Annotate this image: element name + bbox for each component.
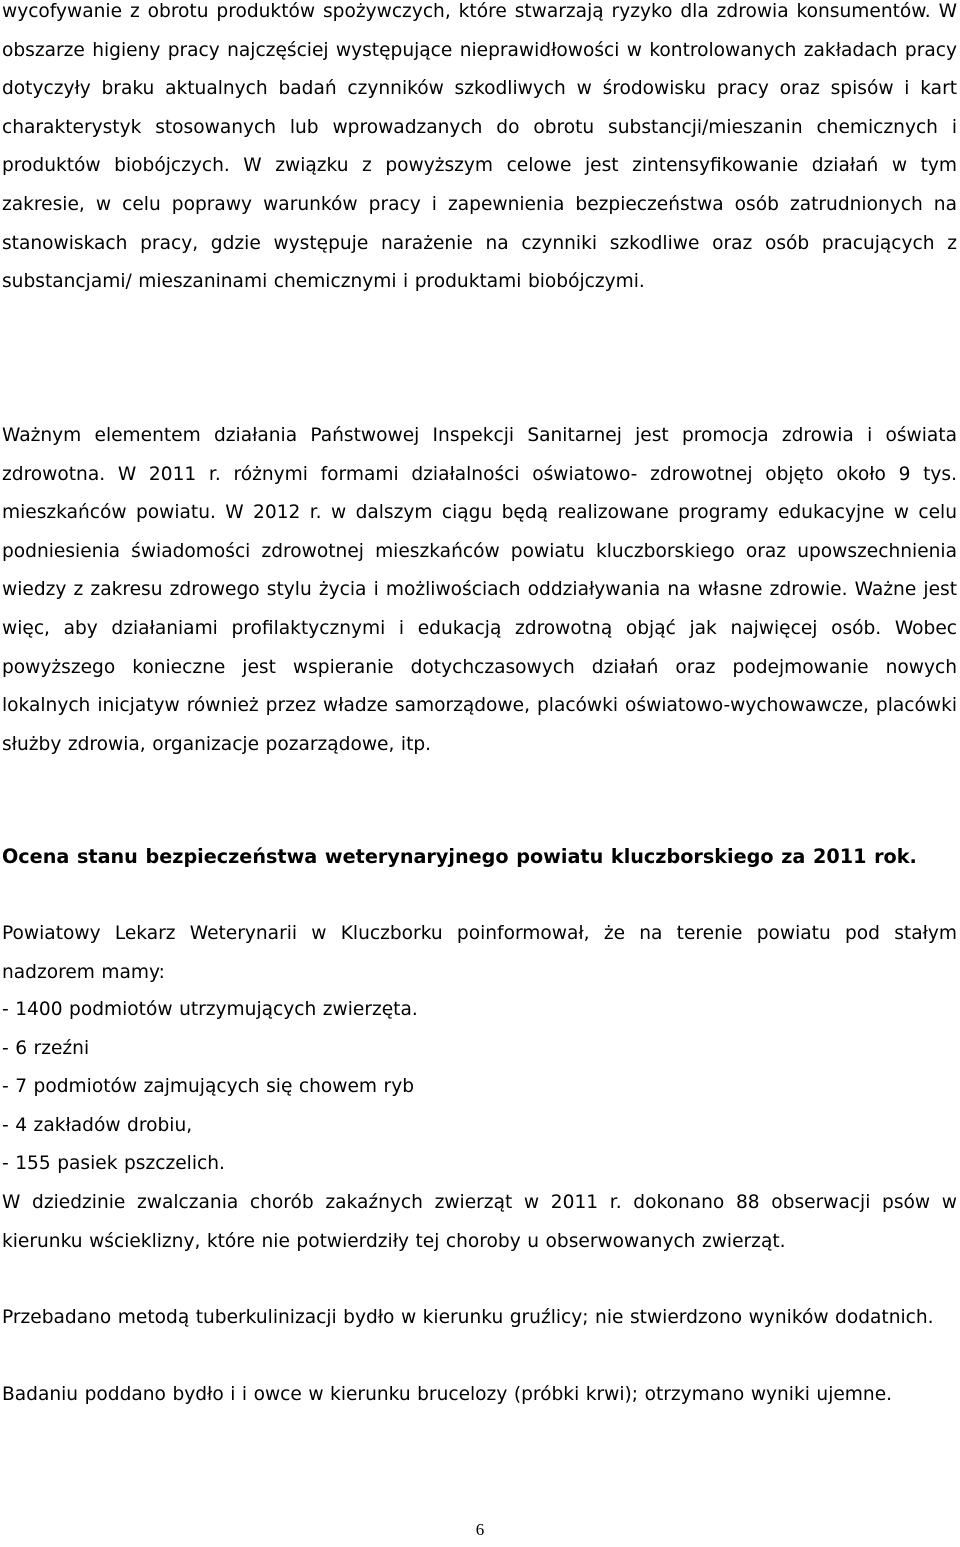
list-item: - 7 podmiotów zajmujących się chowem ryb [2, 1076, 415, 1098]
paragraph-brucellosis-testing: Badaniu poddano bydło i i owce w kierunku brucelozy (próbki krwi); otrzymano wyniki ujemne. [2, 1384, 893, 1405]
list-item: - 1400 podmiotów utrzymujących zwierzęta. [2, 999, 418, 1020]
section-heading-veterinary-safety: Ocena stanu bezpieczeństwa weterynaryjnego powiatu kluczborskiego za 2011 rok. [2, 845, 917, 868]
paragraph-tuberculosis-testing: Przebadano metodą tuberkulinizacji bydło w kierunku gruźlicy; nie stwierdzono wyników dodatnich. [2, 1307, 934, 1328]
list-item: - 4 zakładów drobiu, [2, 1114, 193, 1136]
list-item: - 6 rzeźni [2, 1037, 90, 1059]
list-item: - 155 pasiek pszczelich. [2, 1153, 225, 1175]
paragraph-rabies-observations: W dziedzinie zwalczania chorób zakaźnych zwierząt w 2011 r. dokonano 88 obserwacji psów w kierunku wścieklizny, które nie potwierdziły tej choroby u obserwowanych zwierząt. [2, 1192, 957, 1252]
paragraph-veterinary-intro: Powiatowy Lekarz Weterynarii w Kluczborku poinformował, że na terenie powiatu pod stałym nadzorem mamy: [2, 923, 957, 983]
paragraph-occupational-hygiene: wycofywanie z obrotu produktów spożywczych, które stwarzają ryzyko dla zdrowia konsumentów. W obszarze higieny pracy najczęściej występujące nieprawidłowości w kontrolowanych zakładach pracy dotyczyły braku aktualnych badań czynników szkodliwych w środowisku pracy oraz spisów i kart charakterystyk stosowanych lub wprowadzanych do obrotu substancji/mieszanin chemicznych i produktów biobójczych. W związku z powyższym celowe jest zintensyfikowanie działań w tym zakresie, w celu poprawy warunków pracy i zapewnienia bezpieczeństwa osób zatrudnionych na stanowiskach pracy, gdzie występuje narażenie na czynniki szkodliwe oraz osób pracujących z substancjami/ mieszaninami chemicznymi i produktami biobójczymi. [2, 1, 957, 293]
supervised-entities-list [2, 991, 957, 1184]
page-number: 6 [475, 1520, 485, 1539]
paragraph-health-promotion: Ważnym elementem działania Państwowej Inspekcji Sanitarnej jest promocja zdrowia i oświata zdrowotna. W 2011 r. różnymi formami działalności oświatowo- zdrowotnej objęto około 9 tys. mieszkańców powiatu. W 2012 r. w dalszym ciągu będą realizowane programy edukacyjne w celu podniesienia świadomości zdrowotnej mieszkańców powiatu kluczborskiego oraz upowszechnienia wiedzy z zakresu zdrowego stylu życia i możliwościach oddziaływania na własne zdrowie. Ważne jest więc, aby działaniami profilaktycznymi i edukacją zdrowotną objąć jak najwięcej osób. Wobec powyższego konieczne jest wspieranie dotychczasowych działań oraz podejmowanie nowych lokalnych inicjatyw również przez władze samorządowe, placówki oświatowo-wychowawcze, placówki służby zdrowia, organizacje pozarządowe, itp. [2, 425, 957, 755]
